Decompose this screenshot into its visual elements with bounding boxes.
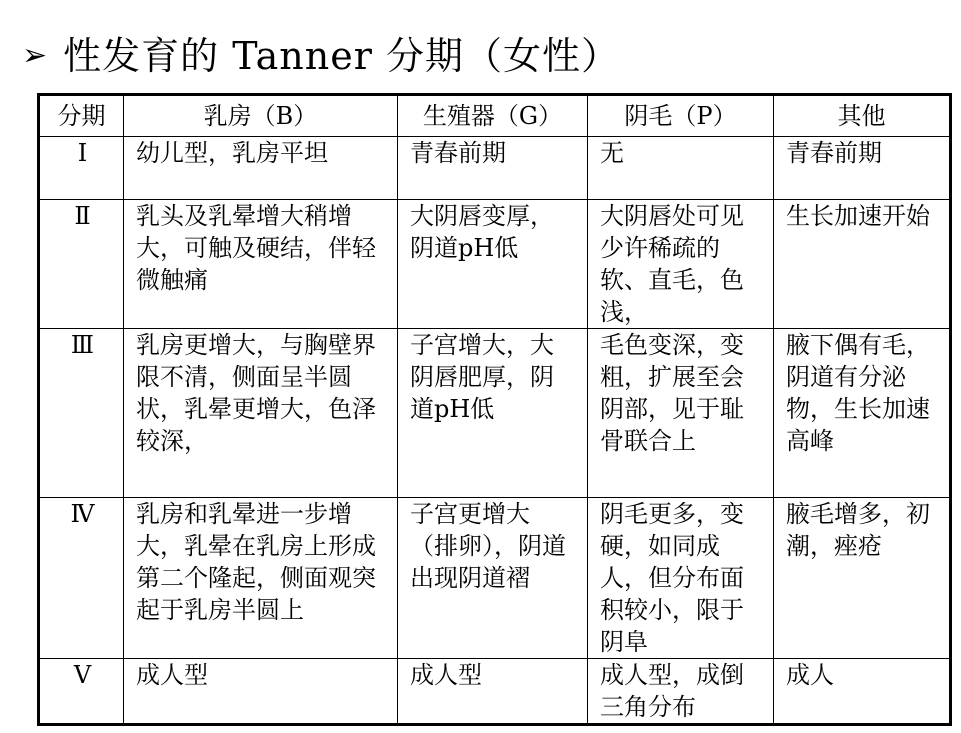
stage-cell: Ⅱ — [39, 200, 124, 329]
header-other: 其他 — [774, 95, 951, 137]
breast-cell: 乳头及乳晕增大稍增大，可触及硬结，伴轻微触痛 — [124, 200, 398, 329]
genitalia-cell: 成人型 — [398, 659, 588, 725]
genitalia-cell: 子宫更增大（排卵），阴道出现阴道褶 — [398, 498, 588, 659]
stage-cell: Ⅳ — [39, 498, 124, 659]
table-header-row — [39, 95, 951, 137]
header-pubic-hair: 阴毛（P） — [588, 95, 774, 137]
other-cell: 腋下偶有毛，阴道有分泌物，生长加速高峰 — [774, 329, 951, 498]
arrow-bullet-icon: ➢ — [22, 38, 48, 73]
genitalia-cell: 大阴唇变厚，阴道pH低 — [398, 200, 588, 329]
pubic-hair-cell: 毛色变深，变粗，扩展至会阴部，见于耻骨联合上 — [588, 329, 774, 498]
breast-cell: 乳房和乳晕进一步增大，乳晕在乳房上形成第二个隆起，侧面观突起于乳房半圆上 — [124, 498, 398, 659]
table-row — [39, 498, 951, 659]
table-row — [39, 659, 951, 725]
pubic-hair-cell: 成人型，成倒三角分布 — [588, 659, 774, 725]
tanner-stage-table — [37, 93, 952, 726]
header-breast: 乳房（B） — [124, 95, 398, 137]
other-cell: 成人 — [774, 659, 951, 725]
pubic-hair-cell: 阴毛更多，变硬，如同成人，但分布面积较小，限于阴阜 — [588, 498, 774, 659]
pubic-hair-cell: 大阴唇处可见少许稀疏的软、直毛，色浅， — [588, 200, 774, 329]
breast-cell: 成人型 — [124, 659, 398, 725]
stage-cell: Ⅰ — [39, 137, 124, 200]
header-stage: 分期 — [39, 95, 124, 137]
stage-cell: Ⅴ — [39, 659, 124, 725]
table-row — [39, 200, 951, 329]
other-cell: 腋毛增多，初潮，痤疮 — [774, 498, 951, 659]
other-cell: 青春前期 — [774, 137, 951, 200]
genitalia-cell: 子宫增大，大阴唇肥厚，阴道pH低 — [398, 329, 588, 498]
slide-title: 性发育的 Tanner 分期（女性） — [63, 34, 620, 78]
table-row — [39, 329, 951, 498]
slide-title-row — [22, 26, 620, 86]
breast-cell: 乳房更增大，与胸壁界限不清，侧面呈半圆状，乳晕更增大，色泽较深， — [124, 329, 398, 498]
stage-cell: Ⅲ — [39, 329, 124, 498]
header-genitalia: 生殖器（G） — [398, 95, 588, 137]
breast-cell: 幼儿型，乳房平坦 — [124, 137, 398, 200]
genitalia-cell: 青春前期 — [398, 137, 588, 200]
other-cell: 生长加速开始 — [774, 200, 951, 329]
table-row — [39, 137, 951, 200]
pubic-hair-cell: 无 — [588, 137, 774, 200]
